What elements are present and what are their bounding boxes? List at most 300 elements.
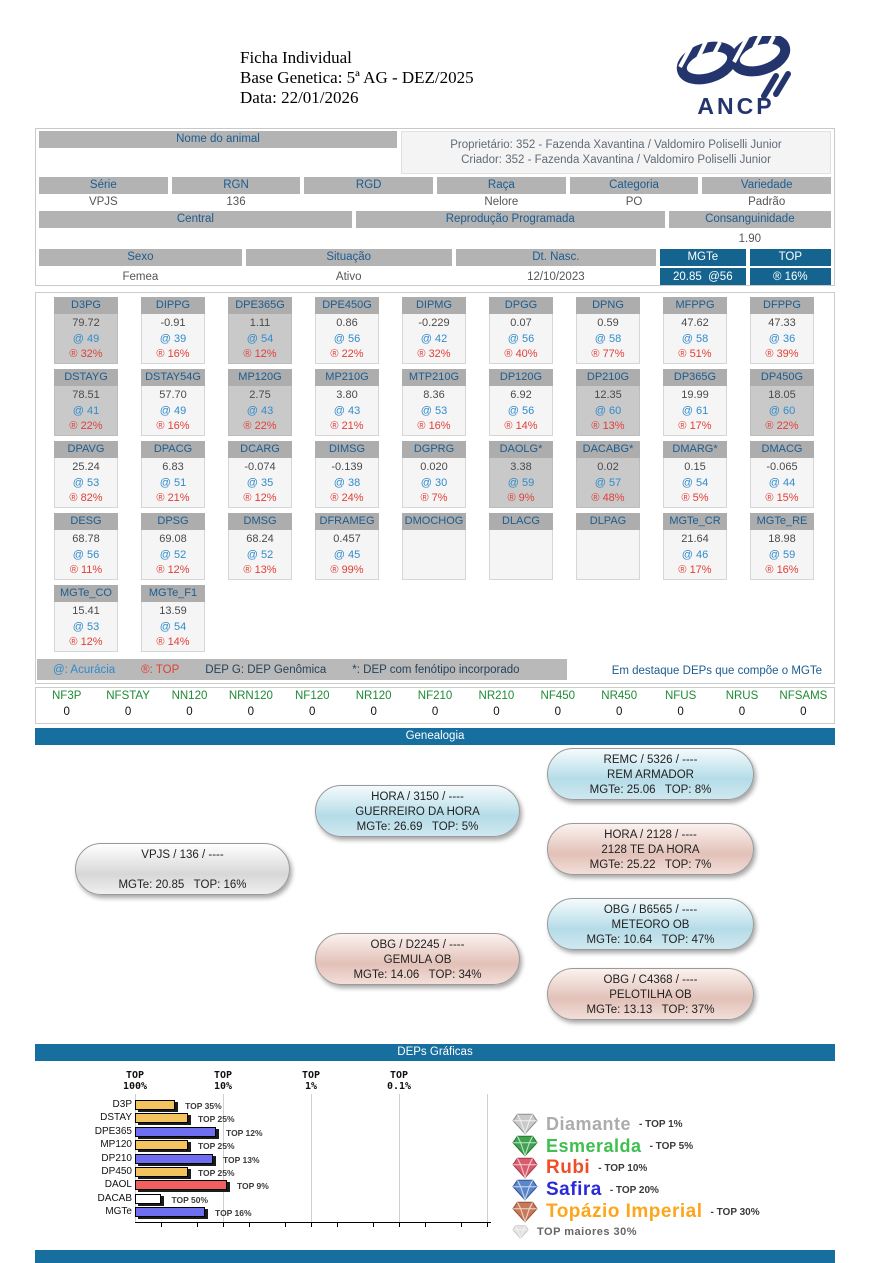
dep-value: 68.24 xyxy=(246,533,274,546)
dep-value: 6.92 xyxy=(510,389,532,402)
proprietario-line: Proprietário: 352 - Fazenda Xavantina / Valdomiro Poliselli Junior xyxy=(450,139,782,151)
bar-category-dp210: DP210 xyxy=(101,1152,132,1164)
dep-value: 0.457 xyxy=(333,533,361,546)
pedigree-node-sire-dam xyxy=(547,823,754,875)
pedigree-stats: MGTe: 20.85 TOP: 16% xyxy=(118,879,247,891)
nf-label: NF120 xyxy=(294,690,330,702)
dep-accuracy: @ 58 xyxy=(681,332,709,345)
field-label: Dt. Nasc. xyxy=(456,249,656,266)
nf-value: 0 xyxy=(124,706,132,718)
dep-top: ® 21% xyxy=(156,491,190,504)
x-axis-line xyxy=(135,1222,491,1223)
dep-values xyxy=(489,386,553,436)
dep-accuracy: @ 30 xyxy=(420,476,448,489)
nf-col-nn120 xyxy=(159,690,220,723)
dep-accuracy: @ 54 xyxy=(681,476,709,489)
dep-cell-dpng xyxy=(576,297,640,364)
dep-values xyxy=(228,530,292,580)
field-label: Reprodução Programada xyxy=(356,211,665,228)
dep-code: D3PG xyxy=(54,297,118,314)
info-row-nome xyxy=(39,131,831,174)
nf-value: 0 xyxy=(247,706,255,718)
dep-value: 6.83 xyxy=(162,461,184,474)
dep-top: ® 12% xyxy=(156,563,190,576)
dep-values xyxy=(54,314,118,364)
bar-dstay xyxy=(135,1113,188,1123)
dep-value: 13.59 xyxy=(159,605,187,618)
dep-values xyxy=(54,458,118,508)
dep-cell-dmsg xyxy=(228,513,292,580)
dep-accuracy: @ 56 xyxy=(507,404,535,417)
axis-label-word: TOP xyxy=(301,1070,321,1081)
gem-icon xyxy=(512,1113,538,1135)
dep-top: ® 13% xyxy=(243,563,277,576)
bar-category-mgte: MGTe xyxy=(105,1206,132,1218)
nf-value: 0 xyxy=(677,706,684,718)
info-field-rgn xyxy=(172,177,301,208)
pedigree-stats: MGTe: 14.06 TOP: 34% xyxy=(353,969,482,981)
dep-value: 3.80 xyxy=(336,389,358,402)
dep-code: DIPMG xyxy=(402,297,466,314)
nf-label: NF210 xyxy=(417,690,453,702)
dep-cell-dframeg xyxy=(315,513,379,580)
nf-col-nfsams xyxy=(773,690,834,723)
gem-legend-item-safira xyxy=(512,1179,852,1201)
dep-code: DSTAY54G xyxy=(141,369,205,386)
gem-name: TOP maiores 30% xyxy=(537,1226,638,1238)
info-field-categoria xyxy=(570,177,699,208)
dep-accuracy: @ 60 xyxy=(768,404,796,417)
bar-dpe365 xyxy=(135,1127,216,1137)
axis-tick xyxy=(373,1223,374,1227)
axis-label-word: TOP xyxy=(389,1070,409,1081)
dep-values xyxy=(663,386,727,436)
field-value: 136 xyxy=(226,196,246,208)
axis-tick xyxy=(285,1223,286,1227)
pedigree-code: HORA / 2128 / ---- xyxy=(604,829,697,841)
dep-cell-desg xyxy=(54,513,118,580)
dep-cell-dlpag xyxy=(576,513,640,580)
dep-values xyxy=(576,386,640,436)
dep-top: ® 16% xyxy=(156,419,190,432)
dep-code: DP120G xyxy=(489,369,553,386)
dep-cell-dgprg xyxy=(402,441,466,508)
dep-cell-dp450g xyxy=(750,369,814,436)
field-label: RGN xyxy=(172,177,301,194)
pedigree-tree xyxy=(0,746,870,1044)
dep-top: ® 32% xyxy=(69,347,103,360)
dep-top: ® 13% xyxy=(591,419,625,432)
dep-cell-mgte-co xyxy=(54,585,118,652)
gem-top-label: - TOP 30% xyxy=(710,1206,760,1218)
dep-value: 0.07 xyxy=(510,317,532,330)
dep-values xyxy=(141,314,205,364)
nf-col-nr210 xyxy=(466,690,527,723)
dep-top: ® 39% xyxy=(765,347,799,360)
dep-value: 0.59 xyxy=(597,317,619,330)
gem-legend xyxy=(512,1113,852,1241)
dep-code: DAOLG* xyxy=(489,441,553,458)
dep-cell-daolg xyxy=(489,441,553,508)
axis-label-top-1 xyxy=(281,1070,341,1092)
dep-top: ® 16% xyxy=(156,347,190,360)
field-value: Femea xyxy=(122,270,159,283)
nf-value: 0 xyxy=(63,706,70,718)
dep-values xyxy=(750,314,814,364)
gem-name: Rubi xyxy=(546,1157,591,1178)
axis-label-word: TOP xyxy=(125,1070,145,1081)
nf-col-nrn120 xyxy=(220,690,281,723)
dep-code: DLPAG xyxy=(576,513,640,530)
dep-accuracy: @ 51 xyxy=(159,476,187,489)
dep-code: DCARG xyxy=(228,441,292,458)
nf-value: 0 xyxy=(493,706,500,718)
dep-cell-dlacg xyxy=(489,513,553,580)
gridline xyxy=(399,1094,400,1222)
doc-date: Data: 22/01/2026 xyxy=(240,88,359,107)
dep-code: DPACG xyxy=(141,441,205,458)
bar-annotation: TOP 25% xyxy=(197,1141,235,1152)
pedigree-code: OBG / C4368 / ---- xyxy=(603,974,698,986)
dep-code: MGTe_CO xyxy=(54,585,118,602)
dep-code: DPNG xyxy=(576,297,640,314)
dep-accuracy: @ 44 xyxy=(768,476,796,489)
bar-daol xyxy=(135,1180,227,1190)
dep-cell-dpe365g xyxy=(228,297,292,364)
dep-accuracy: @ 61 xyxy=(681,404,709,417)
legend-acuracia: @: Acurácia xyxy=(53,663,116,676)
bar-annotation: TOP 13% xyxy=(222,1154,260,1165)
dep-value: 79.72 xyxy=(72,317,100,330)
dep-accuracy: @ 35 xyxy=(246,476,274,489)
dep-value: 18.98 xyxy=(768,533,796,546)
dep-code: DFRAMEG xyxy=(315,513,379,530)
nome-do-animal-block xyxy=(39,131,397,174)
dep-cell-mtp210g xyxy=(402,369,466,436)
doc-base-genetica: Base Genetica: 5ª AG - DEZ/2025 xyxy=(240,68,474,87)
nf-label: NFSAMS xyxy=(779,690,828,702)
gridline xyxy=(311,1094,312,1222)
dep-code: DLACG xyxy=(489,513,553,530)
dep-top: ® 48% xyxy=(591,491,625,504)
dep-code: DPE450G xyxy=(315,297,379,314)
dep-cell-dpacg xyxy=(141,441,205,508)
dep-code: DPAVG xyxy=(54,441,118,458)
axis-tick xyxy=(461,1223,462,1227)
legend-top: ®: TOP xyxy=(141,663,180,676)
dep-code: MFPPG xyxy=(663,297,727,314)
axis-label-top-100 xyxy=(105,1070,165,1092)
gem-legend-item-rubi xyxy=(512,1157,852,1179)
pedigree-stats: MGTe: 25.22 TOP: 7% xyxy=(589,859,712,871)
dep-code: DPSG xyxy=(141,513,205,530)
info-field-top xyxy=(750,249,831,285)
bar-mgte xyxy=(135,1207,205,1217)
dep-top: ® 11% xyxy=(69,563,103,576)
nome-do-animal-label: Nome do animal xyxy=(39,131,397,148)
dep-cell-dstayg xyxy=(54,369,118,436)
info-field-dt-nasc xyxy=(456,249,656,285)
dep-accuracy: @ 43 xyxy=(333,404,361,417)
gem-top-label: - TOP 10% xyxy=(598,1162,648,1174)
pedigree-stats: MGTe: 10.64 TOP: 47% xyxy=(586,934,715,946)
dep-top: ® 21% xyxy=(330,419,364,432)
nf-label: NN120 xyxy=(171,690,208,702)
field-value: 1.90 xyxy=(738,232,762,245)
nome-do-animal-value xyxy=(39,148,397,174)
pedigree-name: 2128 TE DA HORA xyxy=(601,844,700,856)
dep-accuracy: @ 59 xyxy=(507,476,535,489)
document-title-block xyxy=(240,48,474,108)
field-label: Raça xyxy=(437,177,566,194)
dep-code: DMOCHOG xyxy=(402,513,466,530)
pedigree-stats: MGTe: 26.69 TOP: 5% xyxy=(356,821,479,833)
dep-value: 3.38 xyxy=(510,461,532,474)
owner-block xyxy=(401,131,831,174)
gem-top-label: - TOP 1% xyxy=(639,1118,683,1130)
info-row-sexo xyxy=(39,249,831,285)
bar-annotation: TOP 25% xyxy=(197,1114,235,1125)
dep-accuracy: @ 52 xyxy=(246,548,274,561)
dep-code: DP365G xyxy=(663,369,727,386)
dep-top: ® 99% xyxy=(330,563,364,576)
dep-accuracy: @ 49 xyxy=(72,332,100,345)
dep-top: ® 14% xyxy=(504,419,538,432)
field-label: TOP xyxy=(750,249,831,266)
dep-accuracy: @ 56 xyxy=(333,332,361,345)
dep-code: DGPRG xyxy=(402,441,466,458)
animal-info-box xyxy=(35,128,835,286)
dep-top: ® 77% xyxy=(591,347,625,360)
field-value: PO xyxy=(625,196,643,208)
axis-tick xyxy=(249,1223,250,1227)
pedigree-node-dam-sire xyxy=(547,898,754,950)
nf-label: NR120 xyxy=(355,690,392,702)
dep-value: 0.15 xyxy=(684,461,706,474)
dep-code: DMACG xyxy=(750,441,814,458)
gem-legend-item-esmeralda xyxy=(512,1135,852,1157)
nf-value: 0 xyxy=(431,706,439,718)
field-label: RGD xyxy=(304,177,433,194)
dep-accuracy: @ 53 xyxy=(420,404,448,417)
dep-values xyxy=(489,314,553,364)
gem-legend-item-top-maiores-30 xyxy=(512,1223,852,1241)
bar-category-dp450: DP450 xyxy=(101,1166,132,1177)
axis-label-percent: 1% xyxy=(304,1081,318,1092)
nf-value: 0 xyxy=(800,706,807,718)
dep-value: 0.02 xyxy=(597,461,619,474)
axis-tick xyxy=(399,1223,400,1227)
field-value: Ativo xyxy=(335,270,362,283)
dep-values xyxy=(141,602,205,652)
nf-col-nf450 xyxy=(527,690,588,723)
nf-label: NF3P xyxy=(51,690,82,702)
dep-top: ® 9% xyxy=(507,491,535,504)
dep-top: ® 22% xyxy=(243,419,277,432)
field-value xyxy=(356,230,665,247)
dep-value: 0.86 xyxy=(336,317,358,330)
pedigree-code: REMC / 5326 / ---- xyxy=(603,754,698,766)
nf-value: 0 xyxy=(309,706,316,718)
axis-label-top-10 xyxy=(193,1070,253,1092)
nf-value: 0 xyxy=(616,706,623,718)
dep-top: ® 82% xyxy=(69,491,103,504)
gem-icon xyxy=(512,1225,529,1239)
nf-label: NR450 xyxy=(601,690,638,702)
dep-cell-dipmg xyxy=(402,297,466,364)
field-label: Situação xyxy=(246,249,452,266)
dep-code: DFPPG xyxy=(750,297,814,314)
dep-values xyxy=(750,530,814,580)
dep-code: DP210G xyxy=(576,369,640,386)
dep-accuracy: @ 53 xyxy=(72,620,100,633)
dep-cell-dmarg xyxy=(663,441,727,508)
bar-category-dpe365: DPE365 xyxy=(94,1125,132,1137)
dep-code: DACABG* xyxy=(576,441,640,458)
legend-fenotipo: *: DEP com fenótipo incorporado xyxy=(352,663,520,676)
pedigree-node-dam-dam xyxy=(547,968,754,1020)
dep-cell-dmacg xyxy=(750,441,814,508)
dep-value: 21.64 xyxy=(681,533,709,546)
info-field-serie xyxy=(39,177,168,208)
dep-cell-mgte-cr xyxy=(663,513,727,580)
dep-cell-mp120g xyxy=(228,369,292,436)
field-label: Consanguinidade xyxy=(669,211,831,228)
dep-code: MP120G xyxy=(228,369,292,386)
dep-cell-dpgg xyxy=(489,297,553,364)
dep-cell-dcarg xyxy=(228,441,292,508)
dep-accuracy: @ 49 xyxy=(159,404,187,417)
field-value xyxy=(304,196,433,208)
info-field-central xyxy=(39,211,352,247)
bar-category-mp120: MP120 xyxy=(100,1139,132,1151)
pedigree-name: REM ARMADOR xyxy=(607,769,694,781)
dep-code: MGTe_RE xyxy=(750,513,814,530)
nf-col-nf120 xyxy=(282,690,343,723)
bar-category-daol: DAOL xyxy=(104,1179,132,1191)
dep-top: ® 5% xyxy=(681,491,709,504)
field-value: Padrão xyxy=(748,196,786,208)
bar-category-dstay: DSTAY xyxy=(100,1112,132,1124)
gem-icon xyxy=(512,1179,538,1201)
field-label: Categoria xyxy=(570,177,699,194)
pedigree-name: GEMULA OB xyxy=(383,954,452,966)
dep-values xyxy=(402,530,466,580)
dep-values xyxy=(141,458,205,508)
dep-accuracy: @ 53 xyxy=(72,476,100,489)
nf-label: NR210 xyxy=(478,690,515,702)
pedigree-node-sire-sire xyxy=(547,748,754,800)
axis-tick xyxy=(223,1223,224,1227)
dep-value: 12.35 xyxy=(594,389,622,402)
dep-values xyxy=(663,530,727,580)
dep-top: ® 15% xyxy=(765,491,799,504)
dep-values xyxy=(663,314,727,364)
pedigree-code: VPJS / 136 / ---- xyxy=(141,849,224,861)
dep-values xyxy=(315,386,379,436)
dep-value: 69.08 xyxy=(159,533,187,546)
dep-accuracy: @ 45 xyxy=(333,548,361,561)
field-value xyxy=(39,230,352,247)
bar-category-d3p: D3P xyxy=(112,1099,132,1110)
bar-dp450 xyxy=(135,1167,188,1177)
bar-annotation: TOP 50% xyxy=(171,1194,209,1205)
axis-label-percent: 100% xyxy=(122,1081,148,1092)
field-label: Variedade xyxy=(702,177,831,194)
ancp-logo xyxy=(660,36,812,120)
dep-accuracy: @ 57 xyxy=(594,476,622,489)
axis-tick xyxy=(197,1223,198,1227)
dep-code: MGTe_F1 xyxy=(141,585,205,602)
nf-label: NRUS xyxy=(725,690,759,702)
info-field-rgd xyxy=(304,177,433,208)
dep-accuracy: @ 59 xyxy=(768,548,796,561)
bar-annotation: TOP 12% xyxy=(226,1127,263,1138)
info-field-sexo xyxy=(39,249,242,285)
dep-code: DP450G xyxy=(750,369,814,386)
dep-value: -0.065 xyxy=(766,461,798,474)
dep-values xyxy=(315,458,379,508)
dep-values xyxy=(54,386,118,436)
dep-cell-dippg xyxy=(141,297,205,364)
gem-name: Safira xyxy=(546,1179,602,1200)
dep-cell-d3pg xyxy=(54,297,118,364)
gem-icon xyxy=(512,1201,538,1223)
dep-top: ® 7% xyxy=(420,491,448,504)
dep-values xyxy=(402,314,466,364)
dep-accuracy: @ 46 xyxy=(681,548,709,561)
field-label: MGTe xyxy=(660,249,746,266)
dep-value: -0.139 xyxy=(331,461,363,474)
dep-value: 78.51 xyxy=(72,389,100,402)
pedigree-code: OBG / D2245 / ---- xyxy=(370,939,465,951)
dep-code: DIMSG xyxy=(315,441,379,458)
dep-code: DMARG* xyxy=(663,441,727,458)
dep-code: DESG xyxy=(54,513,118,530)
dep-values xyxy=(402,386,466,436)
dep-legend-strip xyxy=(37,659,567,680)
axis-label-word: TOP xyxy=(213,1070,233,1081)
pedigree-code: OBG / B6565 / ---- xyxy=(603,904,698,916)
dep-values xyxy=(576,458,640,508)
dep-value: 1.11 xyxy=(249,317,271,330)
nf-col-nrus xyxy=(711,690,772,723)
dep-value: -0.229 xyxy=(418,317,450,330)
gem-icon xyxy=(512,1157,538,1179)
legend-genomica: DEP G: DEP Genômica xyxy=(205,663,327,676)
dep-code: MGTe_CR xyxy=(663,513,727,530)
nf-col-nf3p xyxy=(36,690,97,723)
dep-values xyxy=(54,602,118,652)
field-value: VPJS xyxy=(88,196,118,208)
nf-label: NFUS xyxy=(664,690,697,702)
axis-tick xyxy=(161,1223,162,1227)
dep-code: DPE365G xyxy=(228,297,292,314)
criador-line: Criador: 352 - Fazenda Xavantina / Valdomiro Poliselli Junior xyxy=(461,154,771,166)
dep-accuracy: @ 43 xyxy=(246,404,274,417)
bar-annotation: TOP 16% xyxy=(215,1208,252,1219)
field-value: Nelore xyxy=(484,196,519,208)
dep-values xyxy=(315,530,379,580)
dep-cell-mfppg xyxy=(663,297,727,364)
nf-value: 0 xyxy=(738,706,746,718)
bar-annotation: TOP 35% xyxy=(185,1101,222,1111)
pedigree-code: HORA / 3150 / ---- xyxy=(371,791,464,803)
dep-top: ® 17% xyxy=(678,563,712,576)
dep-value: 2.75 xyxy=(249,389,271,402)
dep-value: 47.33 xyxy=(768,317,796,330)
dep-value: 0.020 xyxy=(420,461,448,474)
